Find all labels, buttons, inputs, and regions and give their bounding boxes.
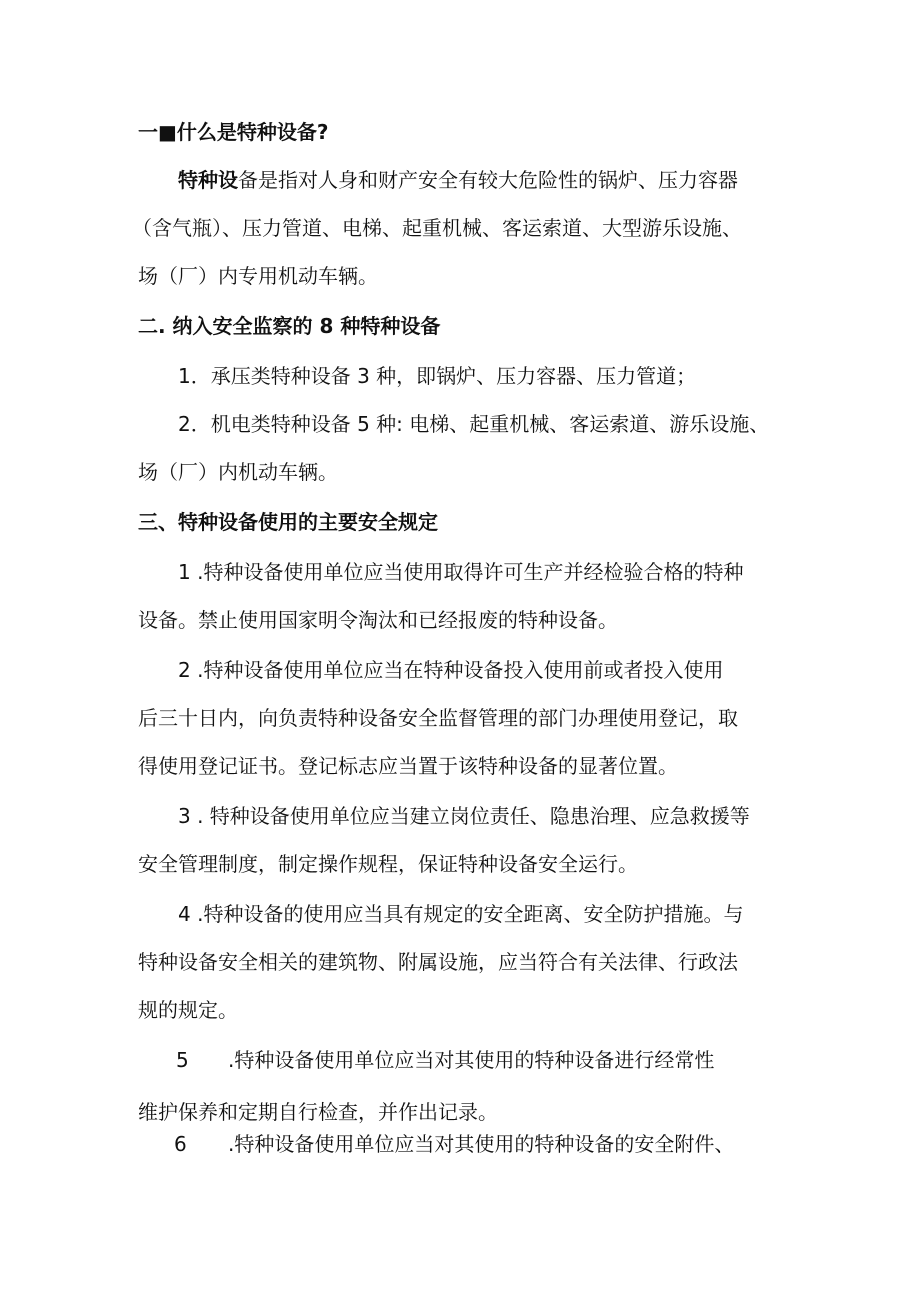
- definition-lead-term: 特种设: [178, 168, 238, 192]
- rule-4-line-3: 规的规定。: [138, 998, 238, 1022]
- definition-line-1-rest: 备是指对人身和财产安全有较大危险性的锅炉、压力容器: [238, 168, 738, 192]
- rule-3-line-2: 安全管理制度，制定操作规程，保证特种设备安全运行。: [138, 852, 638, 876]
- rule-4-line-1: 4 .特种设备的使用应当具有规定的安全距离、安全防护措施。与: [178, 902, 744, 926]
- item-electromechanical-line-2: 场（厂）内机动车辆。: [138, 460, 338, 484]
- rule-6-number: 6: [174, 1132, 187, 1156]
- rule-4-line-2: 特种设备安全相关的建筑物、附属设施，应当符合有关法律、行政法: [138, 950, 738, 974]
- rule-2-line-1: 2 .特种设备使用单位应当在特种设备投入使用前或者投入使用: [178, 658, 724, 682]
- rule-1-line-1: 1 .特种设备使用单位应当使用取得许可生产并经检验合格的特种: [178, 560, 744, 584]
- heading-what-is-special-equipment: 一■什么是特种设备?: [138, 120, 329, 144]
- heading-safety-rules: 三、特种设备使用的主要安全规定: [138, 510, 438, 534]
- paragraph-definition-line-3: 场（厂）内专用机动车辆。: [138, 264, 378, 288]
- rule-1-line-2: 设备。禁止使用国家明令淘汰和已经报废的特种设备。: [138, 608, 618, 632]
- item-pressure-equipment: 1．承压类特种设备 3 种，即锅炉、压力容器、压力管道；: [178, 364, 697, 388]
- item-electromechanical-line-1: 2．机电类特种设备 5 种: 电梯、起重机械、客运索道、游乐设施、: [178, 412, 770, 436]
- rule-6-line-1: .特种设备使用单位应当对其使用的特种设备的安全附件、: [228, 1132, 735, 1156]
- paragraph-definition-line-2: （含气瓶）、压力管道、电梯、起重机械、客运索道、大型游乐设施、: [132, 216, 742, 240]
- rule-5-number: 5: [176, 1048, 189, 1072]
- rule-3-line-1: 3 . 特种设备使用单位应当建立岗位责任、隐患治理、应急救援等: [178, 804, 750, 828]
- rule-2-line-2: 后三十日内，向负责特种设备安全监督管理的部门办理使用登记，取: [138, 706, 738, 730]
- rule-5-line-2: 维护保养和定期自行检查，并作出记录。: [138, 1100, 498, 1124]
- heading-eight-types: 二. 纳入安全监察的 8 种特种设备: [138, 314, 441, 338]
- rule-2-line-3: 得使用登记证书。登记标志应当置于该特种设备的显著位置。: [138, 754, 678, 778]
- paragraph-definition-line-1: [178, 166, 738, 194]
- rule-5-line-1: .特种设备使用单位应当对其使用的特种设备进行经常性: [228, 1048, 715, 1072]
